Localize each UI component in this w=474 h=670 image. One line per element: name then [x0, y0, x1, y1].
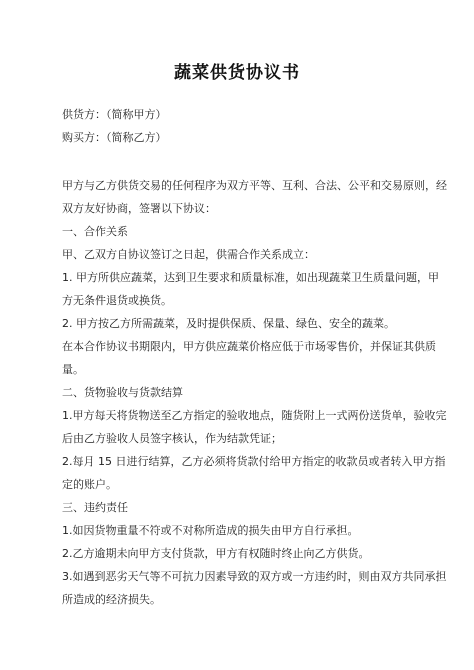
paragraph-line: 1.如因货物重量不符或不对称所造成的损失由甲方自行承担。 — [62, 524, 359, 537]
paragraph-line: 后由乙方验收人员签字核认，作为结款凭证； — [62, 432, 282, 445]
section-heading: 一、合作关系 — [62, 225, 128, 238]
section-heading: 三、违约责任 — [62, 501, 128, 514]
paragraph-line: 甲、乙双方自协议签订之日起，供需合作关系成立： — [62, 248, 315, 261]
paragraph-line: 3.如遇到恶劣天气等不可抗力因素导致的双方或一方违约时，则由双方共同承担 — [62, 570, 447, 583]
paragraph-line: 所造成的经济损失。 — [62, 593, 161, 606]
paragraph-line: 方无条件退货或换货。 — [62, 294, 172, 307]
document-title: 蔬菜供货协议书 — [174, 63, 300, 83]
supplier-line: 供货方：（简称甲方） — [62, 108, 167, 121]
paragraph-line: 定的账户。 — [62, 478, 117, 491]
paragraph-line: 1.甲方每天将货物送至乙方指定的验收地点，随货附上一式两份送货单，验收完 — [62, 409, 447, 422]
paragraph-line: 双方友好协商，签署以下协议： — [62, 202, 216, 215]
paragraph-line: 2.乙方逾期未向甲方支付货款，甲方有权随时终止向乙方供货。 — [62, 547, 370, 560]
paragraph-line: 甲方与乙方供货交易的任何程序为双方平等、互利、合法、公平和交易原则，经 — [62, 179, 447, 192]
paragraph-line: 在本合作协议书期限内，甲方供应蔬菜价格应低于市场零售价，并保证其供质 — [62, 340, 436, 353]
buyer-line: 购买方：（简称乙方） — [62, 131, 167, 144]
section-heading: 二、货物验收与货款结算 — [62, 386, 183, 399]
paragraph-line: 2.每月 15 日进行结算，乙方必须将货款付给甲方指定的收款员或者转入甲方指 — [62, 455, 446, 468]
paragraph-line: 2. 甲方按乙方所需蔬菜，及时提供保质、保量、绿色、安全的蔬菜。 — [62, 317, 395, 330]
paragraph-line: 1. 甲方所供应蔬菜，达到卫生要求和质量标准，如出现蔬菜卫生质量问题，甲 — [62, 271, 439, 284]
paragraph-line: 量。 — [62, 363, 84, 376]
